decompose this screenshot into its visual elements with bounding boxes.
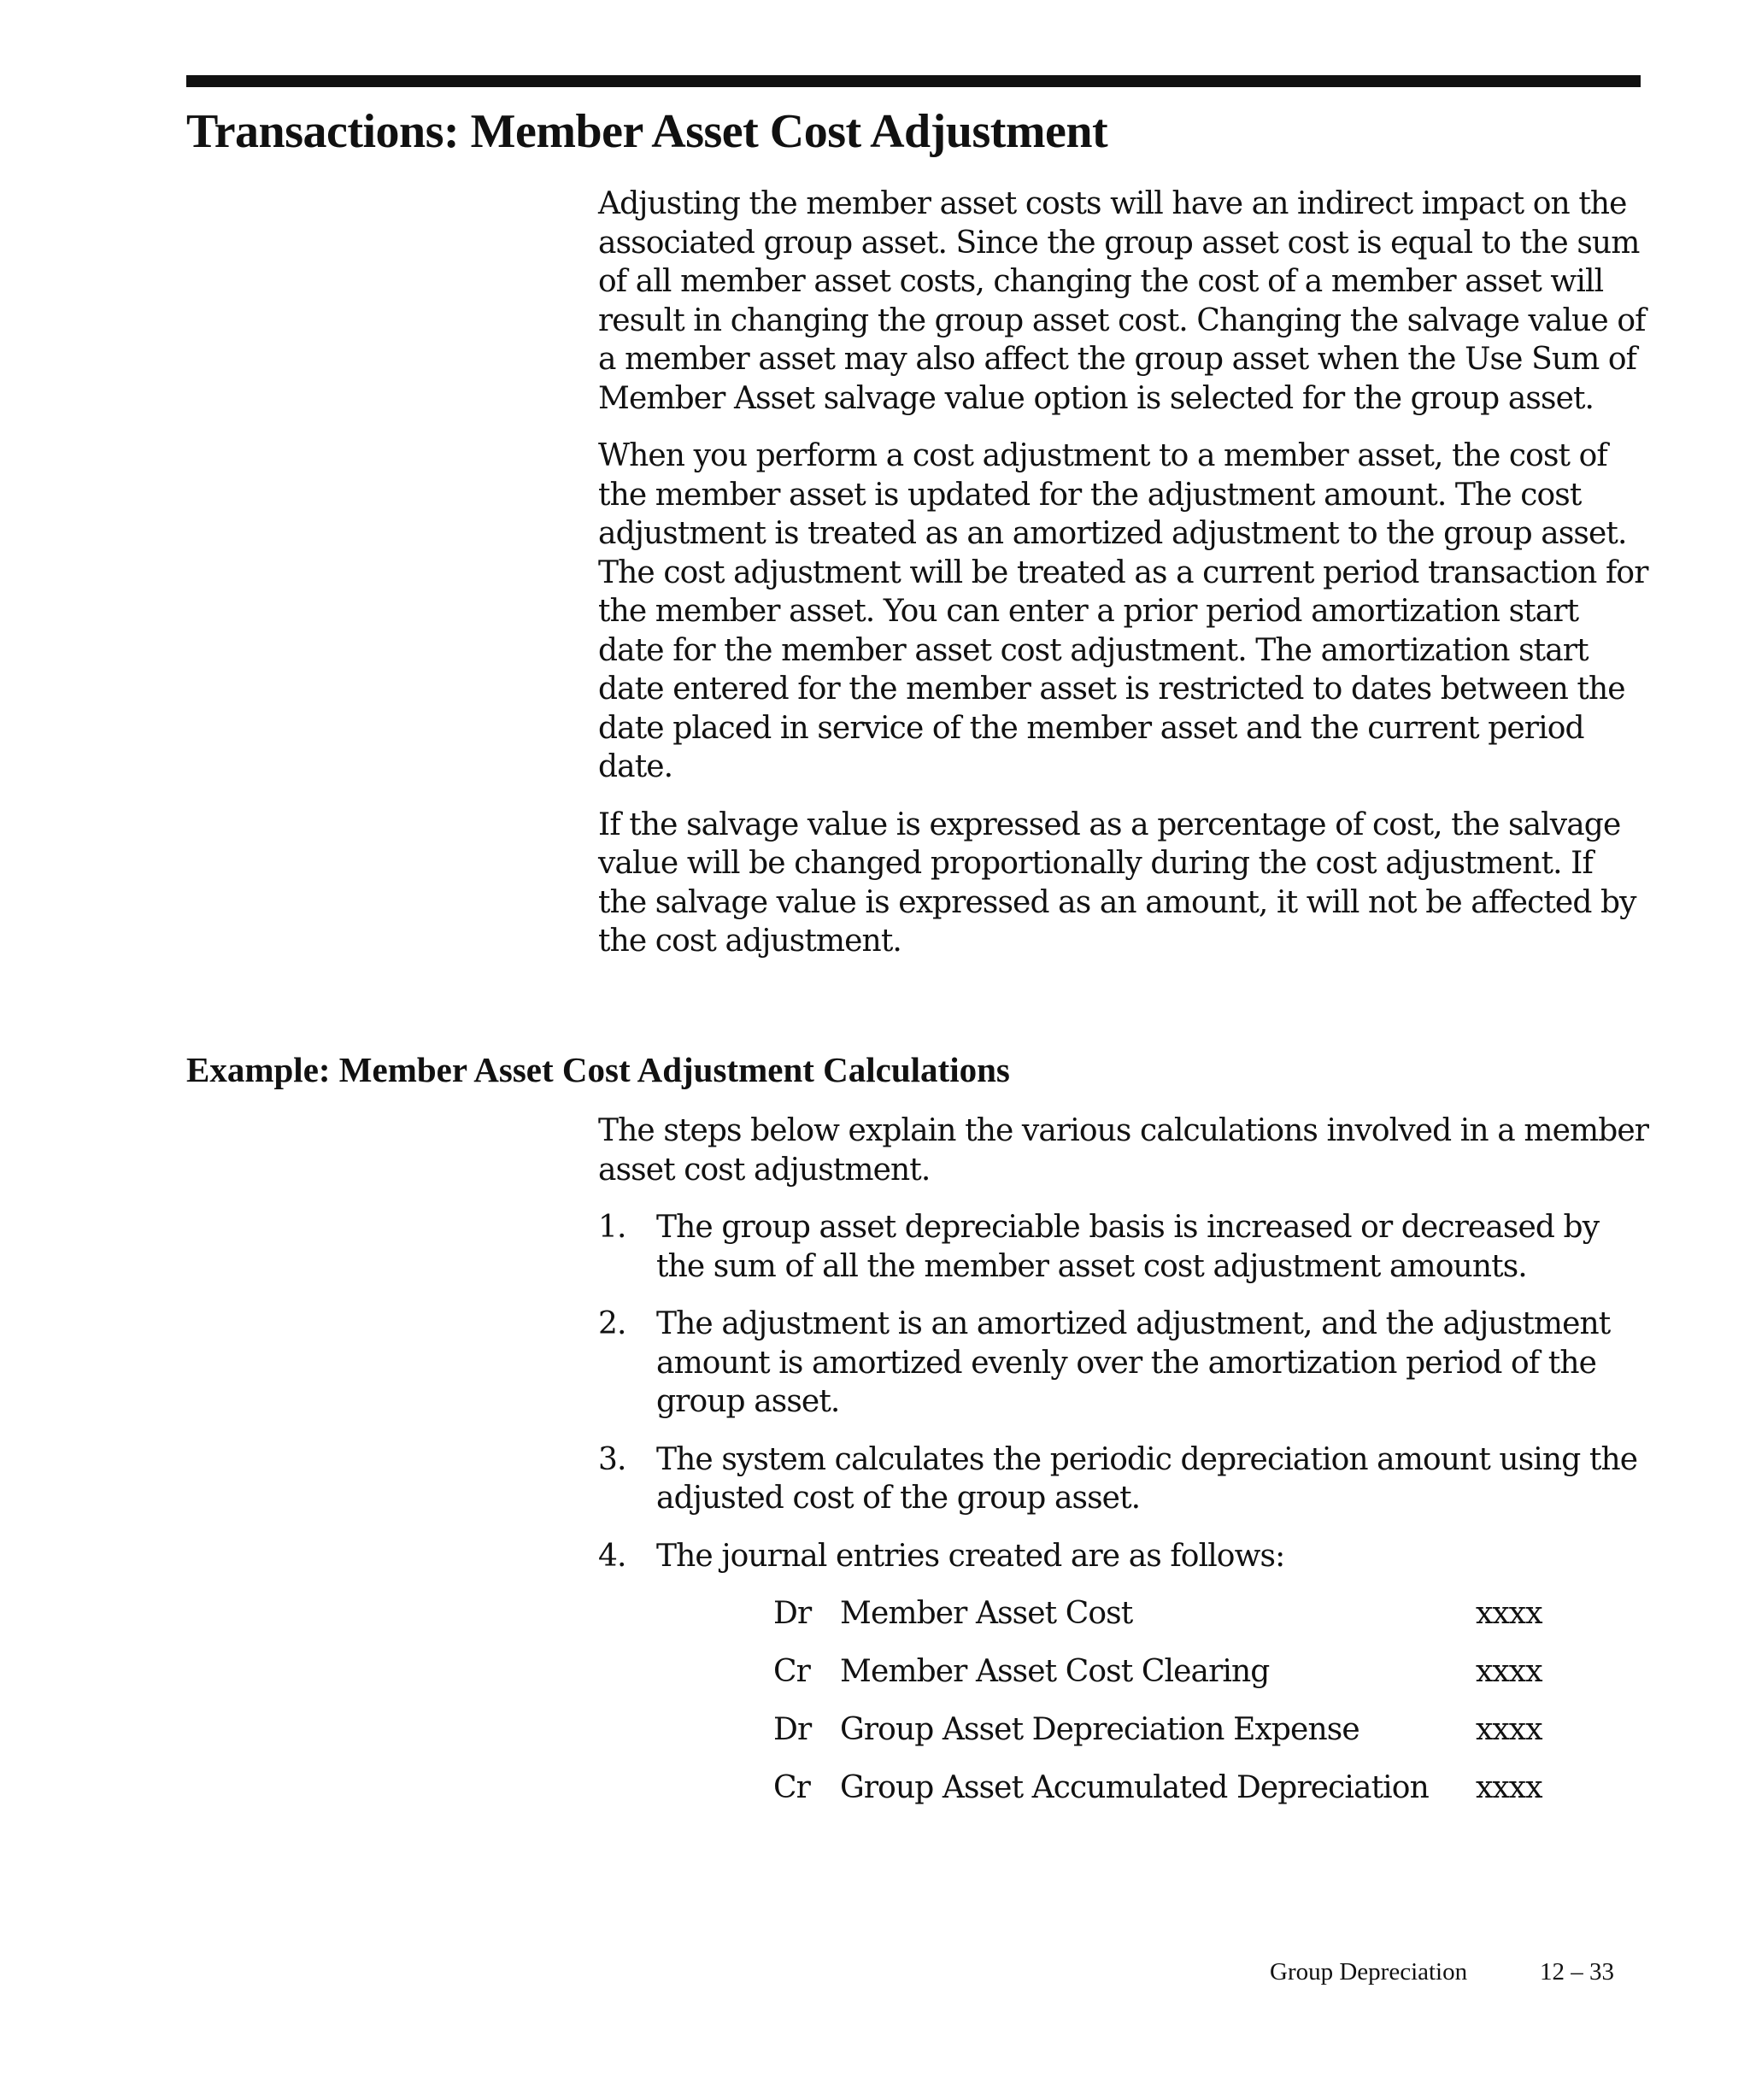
journal-account: Group Asset Accumulated Depreciation — [840, 1770, 1429, 1805]
footer-page-number: 12 – 33 — [1540, 1958, 1614, 1986]
example-section-title: Example: Member Asset Cost Adjustment Calculations — [186, 1050, 1010, 1089]
intro-paragraph-3: If the salvage value is expressed as a percentage of cost, the salvage value will be changed proportionally during the cost adjustment. If the salvage value is expressed as an amount, it will not be affected by the cost adjustment. — [598, 807, 1636, 959]
journal-side: Cr — [773, 1770, 810, 1805]
intro-paragraph-1: Adjusting the member asset costs will have an indirect impact on the associated group asset. Since the group asset cost is equal to the sum of all member asset costs, changing the cost of a member asset will result in changing the group asset cost. Changing the salvage value of a member asset may also affect the group asset when the Use Sum of Member Asset salvage value option is selected for the group asset. — [598, 186, 1646, 416]
step-number: 2. — [598, 1306, 626, 1341]
list-item — [598, 1537, 1649, 1576]
example-intro: The steps below explain the various calculations involved in a member asset cost adjustment. — [598, 1113, 1649, 1188]
list-item — [598, 1305, 1649, 1422]
journal-amount: xxxx — [1476, 1770, 1542, 1805]
step-number: 4. — [598, 1538, 626, 1574]
journal-amount: xxxx — [1476, 1596, 1542, 1631]
journal-amount: xxxx — [1476, 1654, 1542, 1689]
journal-account: Group Asset Depreciation Expense — [840, 1712, 1359, 1747]
example-section — [598, 1112, 1649, 1594]
steps-list — [598, 1208, 1649, 1575]
step-text: The group asset depreciable basis is increased or decreased by the sum of all the member asset cost adjustment amounts. — [656, 1210, 1600, 1284]
journal-side: Dr — [773, 1712, 812, 1747]
step-text: The system calculates the periodic depreciation amount using the adjusted cost of the group asset. — [656, 1441, 1638, 1516]
journal-side: Cr — [773, 1654, 810, 1689]
journal-side: Dr — [773, 1596, 812, 1631]
footer-chapter: Group Depreciation — [1270, 1958, 1468, 1986]
list-item — [598, 1208, 1649, 1286]
journal-account: Member Asset Cost — [840, 1596, 1133, 1631]
step-text: The journal entries created are as follows: — [656, 1538, 1285, 1574]
intro-paragraph-2: When you perform a cost adjustment to a member asset, the cost of the member asset is updated for the adjustment amount. The cost adjustment is treated as an amortized adjustment to the group asset. The cost adjustment will be treated as a current period transaction for the member asset. You can enter a prior period amortization start date for the member asset cost adjustment. The amortization start date entered for the member asset is restricted to dates between the date placed in service of the member asset and the current period date. — [598, 438, 1648, 784]
intro-section — [598, 185, 1649, 980]
step-text: The adjustment is an amortized adjustment, and the adjustment amount is amortized evenly over the amortization period of the group asset. — [656, 1306, 1611, 1419]
journal-account: Member Asset Cost Clearing — [840, 1654, 1270, 1689]
top-rule — [186, 75, 1641, 87]
page-title: Transactions: Member Asset Cost Adjustment — [186, 105, 1108, 158]
step-number: 3. — [598, 1441, 626, 1477]
list-item — [598, 1440, 1649, 1518]
step-number: 1. — [598, 1210, 626, 1245]
journal-amount: xxxx — [1476, 1712, 1542, 1747]
